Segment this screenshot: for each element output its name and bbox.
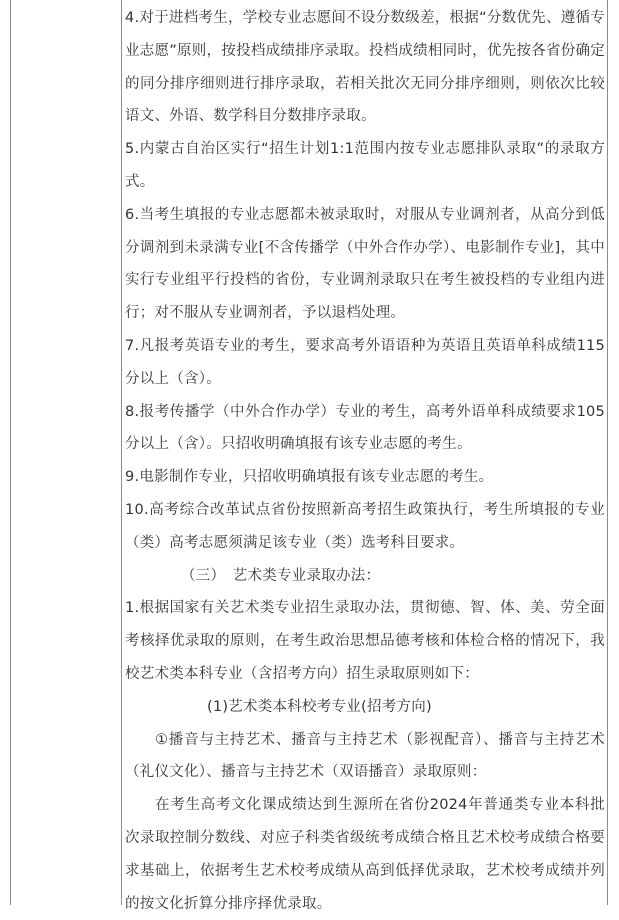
table-border-right <box>607 0 608 905</box>
broadcasting-majors-paragraph: ①播音与主持艺术、播音与主持艺术（影视配音）、播音与主持艺术（礼仪文化）、播音与主持艺术（双语播音）录取原则： <box>125 731 605 781</box>
admission-principle-paragraph: 在考生高考文化课成绩达到生源所在省份2024年普通类专业本科批次录取控制分数线、对应子科类省级统考成绩合格且艺术校考成绩合格要求基础上，依据考生艺术校考成绩从高到低择优录取，艺术校考成绩并列的按文化折算分排序择优录取。 <box>125 797 605 912</box>
rule-paragraph-6: 6.当考生填报的专业志愿都未被录取时，对服从专业调剂者，从高分到低分调剂到未录满专业[不含传播学（中外合作办学）、电影制作专业]，其中实行专业组平行投档的省份，专业调剂录取只在考生被投档的专业组内进行；对不服从专业调剂者，予以退档处理。 <box>125 206 605 322</box>
art-rule-paragraph-1: 1.根据国家有关艺术类专业招生录取办法，贯彻德、智、体、美、劳全面考核择优录取的原则，在考生政治思想品德考核和体检合格的情况下，我校艺术类本科专业（含招考方向）招生录取原则如下： <box>125 600 605 682</box>
rule-paragraph-5: 5.内蒙古自治区实行“招生计划1:1范围内按专业志愿排队录取”的录取方式。 <box>125 141 605 190</box>
admission-rules-cell <box>125 2 605 920</box>
rule-paragraph-4: 4.对于进档考生，学校专业志愿间不设分数级差，根据“分数优先、遵循专业志愿”原则，按投档成绩排序录取。投档成绩相同时，优先按各省份确定的同分排序细则进行排序录取，若相关批次无同分排序细则，则依次比较语文、外语、数学科目分数排序录取。 <box>125 10 605 125</box>
rule-paragraph-9: 9.电影制作专业，只招收明确填报有该专业志愿的考生。 <box>125 469 494 486</box>
rule-paragraph-8: 8.报考传播学（中外合作办学）专业的考生，高考外语单科成绩要求105分以上（含）。只招收明确填报有该专业志愿的考生。 <box>125 403 605 453</box>
rule-paragraph-7: 7.凡报考英语专业的考生，要求高考外语语种为英语且英语单科成绩115分以上（含）。 <box>125 337 605 387</box>
table-border-left-outer <box>10 0 11 905</box>
table-border-left-inner <box>121 0 122 905</box>
section-heading-art: （三） 艺术类专业录取办法： <box>181 567 381 584</box>
subsection-heading-school-exam: (1)艺术类本科校考专业(招考方向) <box>207 698 432 715</box>
rule-paragraph-10: 10.高考综合改革试点省份按照新高考招生政策执行，考生所填报的专业（类）高考志愿须满足该专业（类）选考科目要求。 <box>125 501 605 551</box>
